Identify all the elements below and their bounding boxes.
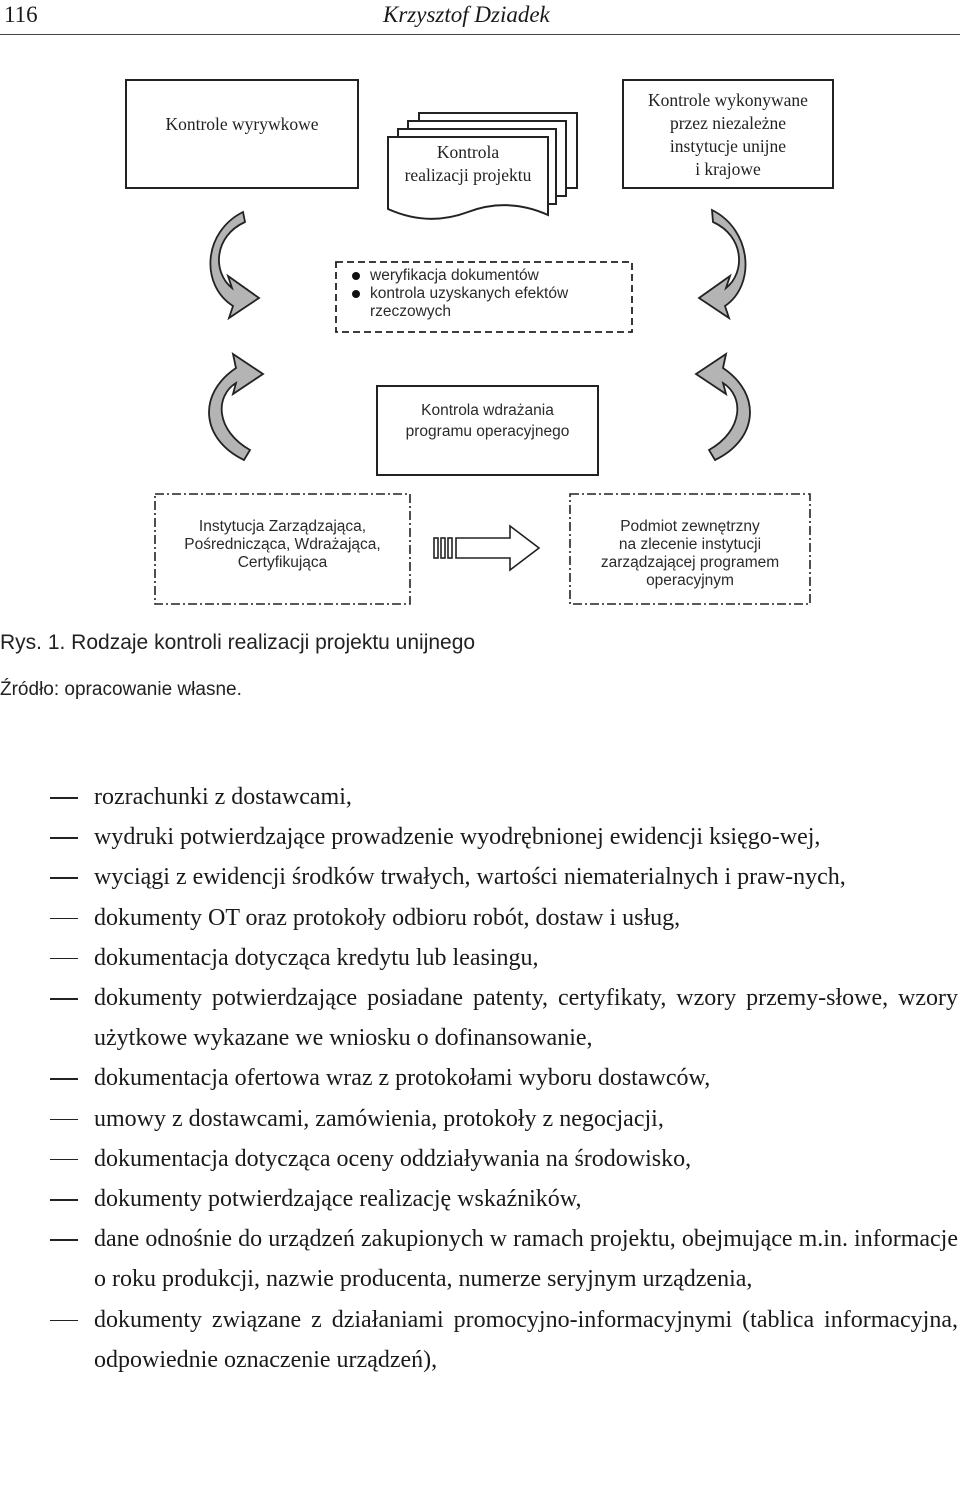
- curved-arrow-left-lower: [209, 354, 263, 460]
- box-program-label: Kontrola wdrażania programu operacyjnego: [405, 402, 570, 440]
- scope-bullet-item: weryfikacja dokumentów: [352, 267, 632, 285]
- curved-arrow-right-upper: [699, 210, 746, 318]
- box-institutions-label: Instytucja Zarządzająca, Pośrednicząca, Wdrażająca, Certyfikująca: [184, 518, 381, 571]
- dash-marker: [50, 797, 78, 799]
- curved-arrow-left-upper: [210, 212, 259, 318]
- list-item: wydruki potwierdzające prowadzenie wyodrębnionej ewidencji księgo-wej,: [0, 817, 960, 857]
- list-item: dokumenty OT oraz protokoły odbioru robót, dostaw i usług,: [0, 898, 960, 938]
- curved-arrow-right-lower: [696, 354, 750, 460]
- list-item: rozrachunki z dostawcami,: [0, 777, 960, 817]
- dash-marker: [50, 958, 78, 960]
- page-number: 116: [4, 2, 38, 27]
- figure-diagram: [0, 0, 960, 620]
- dash-marker: [50, 1239, 78, 1241]
- list-item: wyciągi z ewidencji środków trwałych, wartości niematerialnych i praw-nych,: [0, 857, 960, 897]
- list-item: dokumentacja ofertowa wraz z protokołami wyboru dostawców,: [0, 1058, 960, 1098]
- box-independent-label: Kontrole wykonywane przez niezależne instytucje unijne i krajowe: [648, 90, 808, 179]
- running-head-author: Krzysztof Dziadek: [383, 2, 550, 27]
- list-item: dane odnośnie do urządzeń zakupionych w ramach projektu, obejmujące m.in. informacje o roku produkcji, nazwie producenta, numerze seryjnym urządzenia,: [0, 1219, 960, 1299]
- dash-marker: [50, 1119, 78, 1121]
- figure-source: Źródło: opracowanie własne.: [0, 679, 242, 700]
- dash-marker: [50, 837, 78, 839]
- list-item: dokumentacja dotycząca kredytu lub leasingu,: [0, 938, 960, 978]
- dash-marker: [50, 877, 78, 879]
- box-random-label: Kontrole wyrywkowe: [165, 114, 319, 134]
- scope-bullet-item: kontrola uzyskanych efektów: [352, 285, 632, 303]
- list-item: dokumenty potwierdzające realizację wskaźników,: [0, 1179, 960, 1219]
- bullet-dot-icon: [352, 272, 360, 280]
- dash-marker: [50, 1320, 78, 1322]
- figure-caption: Rys. 1. Rodzaje kontroli realizacji projektu unijnego: [0, 631, 476, 654]
- scope-bullet-list: [352, 267, 632, 321]
- dash-marker: [50, 998, 78, 1000]
- bullet-dot-icon: [352, 290, 360, 298]
- dash-marker: [50, 1199, 78, 1201]
- box-project-label: Kontrola realizacji projektu: [404, 142, 532, 185]
- list-item: dokumenty potwierdzające posiadane patenty, certyfikaty, wzory przemy-słowe, wzory użytkowe wykazane we wniosku o dofinansowanie,: [0, 978, 960, 1058]
- dash-marker: [50, 1159, 78, 1161]
- dash-marker: [50, 918, 78, 920]
- block-arrow-right: [434, 526, 539, 570]
- document-list: [0, 777, 960, 1380]
- dash-marker: [50, 1078, 78, 1080]
- scope-bullet-continuation: rzeczowych: [370, 303, 451, 320]
- list-item: umowy z dostawcami, zamówienia, protokoły z negocjacji,: [0, 1099, 960, 1139]
- list-item: dokumenty związane z działaniami promocyjno-informacyjnymi (tablica informacyjna, odpowiednie oznaczenie urządzeń),: [0, 1300, 960, 1380]
- list-item: dokumentacja dotycząca oceny oddziaływania na środowisko,: [0, 1139, 960, 1179]
- box-external-label: Podmiot zewnętrzny na zlecenie instytucji zarządzającej programem operacyjnym: [600, 518, 780, 589]
